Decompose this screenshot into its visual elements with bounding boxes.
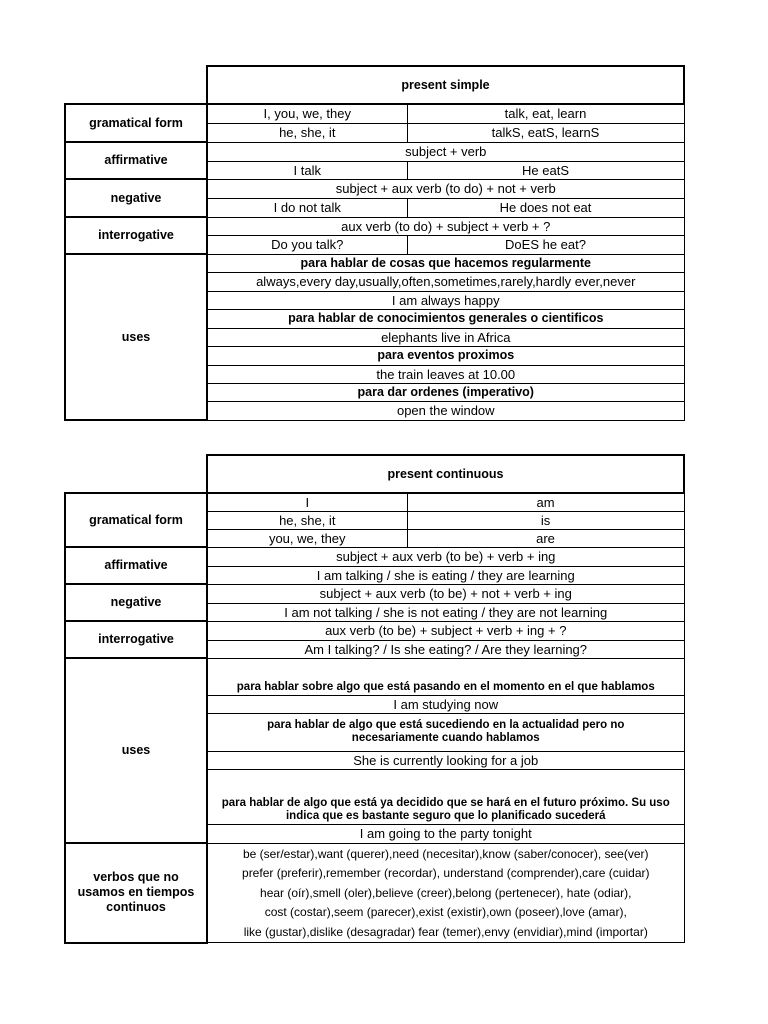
form-subject: you, we, they: [207, 529, 407, 547]
use-example: I am always happy: [207, 291, 684, 309]
form-verb: talkS, eatS, learnS: [407, 123, 684, 142]
form-subject: he, she, it: [207, 123, 407, 142]
form-subject: he, she, it: [207, 511, 407, 529]
present-simple-table: [64, 65, 685, 421]
stative-verbs-label: [65, 843, 207, 943]
form-subject: I, you, we, they: [207, 104, 407, 123]
use-example: I am going to the party tonight: [207, 824, 684, 843]
interrogative-rule: aux verb (to do) + subject + verb + ?: [207, 217, 684, 235]
affirmative-rule: subject + aux verb (to be) + verb + ing: [207, 547, 684, 566]
use-description: para dar ordenes (imperativo): [207, 383, 684, 401]
interrogative-example: DoES he eat?: [407, 235, 684, 254]
use-example: elephants live in Africa: [207, 328, 684, 346]
affirmative-label: affirmative: [65, 142, 207, 179]
interrogative-label: interrogative: [65, 217, 207, 254]
form-verb: is: [407, 511, 684, 529]
form-verb: am: [407, 493, 684, 511]
use-example: always,every day,usually,often,sometimes,rarely,hardly ever,never: [207, 272, 684, 291]
form-verb: are: [407, 529, 684, 547]
affirmative-rule: subject + verb: [207, 142, 684, 161]
affirmative-label: affirmative: [65, 547, 207, 584]
negative-label: negative: [65, 584, 207, 621]
use-description: para hablar de cosas que hacemos regularmente: [207, 254, 684, 272]
interrogative-example: Do you talk?: [207, 235, 407, 254]
use-example: open the window: [207, 401, 684, 420]
stative-verbs-line: hear (oír),smell (oler),believe (creer),belong (pertenecer), hate (odiar),: [260, 885, 632, 900]
negative-example: I do not talk: [207, 198, 407, 217]
stative-verbs-list: [207, 843, 684, 943]
stative-verbs-line: like (gustar),dislike (desagradar) fear (temer),envy (envidiar),mind (importar): [243, 924, 648, 939]
form-subject: I: [207, 493, 407, 511]
affirmative-example: He eatS: [407, 161, 684, 179]
uses-label: uses: [65, 658, 207, 843]
interrogative-label: interrogative: [65, 621, 207, 658]
present-simple-title: present simple: [207, 66, 684, 104]
negative-rule: subject + aux verb (to be) + not + verb + ing: [207, 584, 684, 603]
affirmative-example: I talk: [207, 161, 407, 179]
use-description: para hablar de algo que está sucediendo en la actualidad pero no necesariamente cuando hablamos: [207, 713, 684, 751]
negative-example: He does not eat: [407, 198, 684, 217]
stative-verbs-label-text: verbos que no usamos en tiempos continuos: [77, 870, 195, 915]
negative-label: negative: [65, 179, 207, 217]
affirmative-example: I am talking / she is eating / they are learning: [207, 566, 684, 584]
interrogative-example: Am I talking? / Is she eating? / Are they learning?: [207, 640, 684, 658]
negative-example: I am not talking / she is not eating / they are not learning: [207, 603, 684, 621]
form-verb: talk, eat, learn: [407, 104, 684, 123]
use-description: para hablar de algo que está ya decidido que se hará en el futuro próximo. Su uso indica que es bastante seguro que lo planificado sucederá: [207, 769, 684, 824]
use-example: the train leaves at 10.00: [207, 365, 684, 383]
present-continuous-title: present continuous: [207, 455, 684, 493]
form-label: gramatical form: [65, 493, 207, 547]
use-description: para hablar sobre algo que está pasando en el momento en el que hablamos: [207, 658, 684, 695]
present-continuous-table: [64, 454, 685, 944]
stative-verbs-line: be (ser/estar),want (querer),need (necesitar),know (saber/conocer), see(ver): [243, 846, 649, 861]
use-example: I am studying now: [207, 695, 684, 713]
form-label: gramatical form: [65, 104, 207, 142]
stative-verbs-line: prefer (preferir),remember (recordar), understand (comprender),care (cuidar): [242, 866, 650, 880]
uses-label: uses: [65, 254, 207, 420]
use-description: para hablar de conocimientos generales o cientificos: [207, 309, 684, 328]
stative-verbs-line: cost (costar),seem (parecer),exist (existir),own (poseer),love (amar),: [264, 905, 627, 919]
negative-rule: subject + aux verb (to do) + not + verb: [207, 179, 684, 198]
use-description: para eventos proximos: [207, 346, 684, 365]
interrogative-rule: aux verb (to be) + subject + verb + ing + ?: [207, 621, 684, 640]
use-example: She is currently looking for a job: [207, 751, 684, 769]
